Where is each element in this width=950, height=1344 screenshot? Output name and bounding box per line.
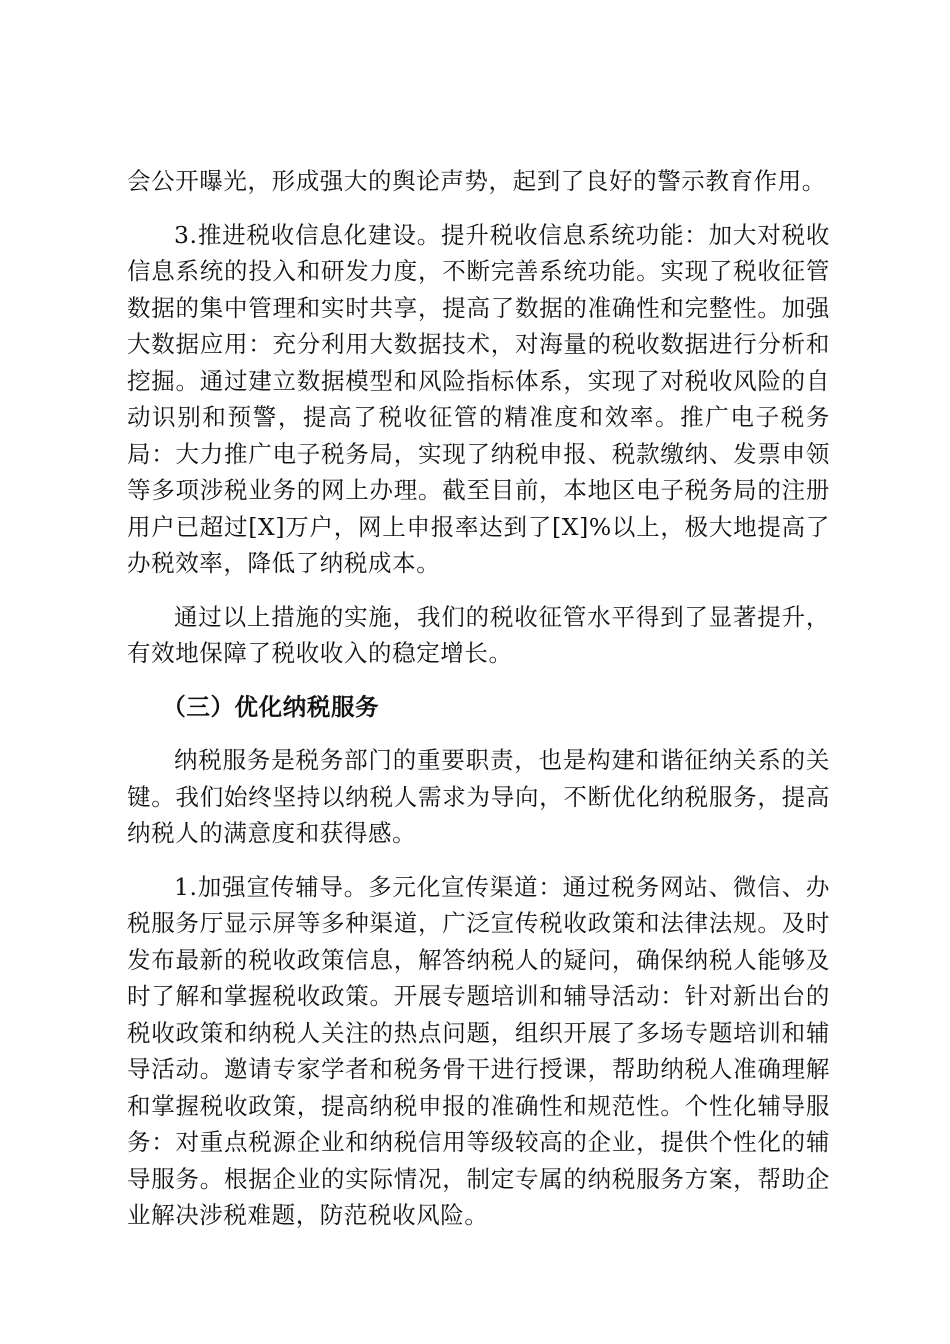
paragraph-summary: 通过以上措施的实施，我们的税收征管水平得到了显著提升，有效地保障了税收收入的稳定增长。	[127, 602, 830, 667]
paragraph-publicity-guidance: 1.加强宣传辅导。多元化宣传渠道：通过税务网站、微信、办税服务厅显示屏等多种渠道，广泛宣传税收政策和法律法规。及时发布最新的税收政策信息，解答纳税人的疑问，确保纳税人能够及时了解和掌握税收政策。开展专题培训和辅导活动：针对新出台的税收政策和纳税人关注的热点问题，组织开展了多场专题培训和辅导活动。邀请专家学者和税务骨干进行授课，帮助纳税人准确理解和掌握税收政策，提高纳税申报的准确性和规范性。个性化辅导服务：对重点税源企业和纳税信用等级较高的企业，提供个性化的辅导服务。根据企业的实际情况，制定专属的纳税服务方案，帮助企业解决涉税难题，防范税收风险。	[127, 872, 830, 1229]
paragraph-tax-informatization: 3.推进税收信息化建设。提升税收信息系统功能：加大对税收信息系统的投入和研发力度，不断完善系统功能。实现了税收征管数据的集中管理和实时共享，提高了数据的准确性和完整性。加强大数据应用：充分利用大数据技术，对海量的税收数据进行分析和挖掘。通过建立数据模型和风险指标体系，实现了对税收风险的自动识别和预警，提高了税收征管的精准度和效率。推广电子税务局：大力推广电子税务局，实现了纳税申报、税款缴纳、发票申领等多项涉税业务的网上办理。截至目前，本地区电子税务局的注册用户已超过[X]万户，网上申报率达到了[X]%以上，极大地提高了办税效率，降低了纳税成本。	[127, 220, 830, 577]
section-heading: （三）优化纳税服务	[162, 692, 380, 721]
paragraph-continuation: 会公开曝光，形成强大的舆论声势，起到了良好的警示教育作用。	[127, 167, 826, 195]
paragraph-service-intro: 纳税服务是税务部门的重要职责，也是构建和谐征纳关系的关键。我们始终坚持以纳税人需求为导向，不断优化纳税服务，提高纳税人的满意度和获得感。	[127, 746, 830, 847]
document-page	[127, 163, 830, 1251]
